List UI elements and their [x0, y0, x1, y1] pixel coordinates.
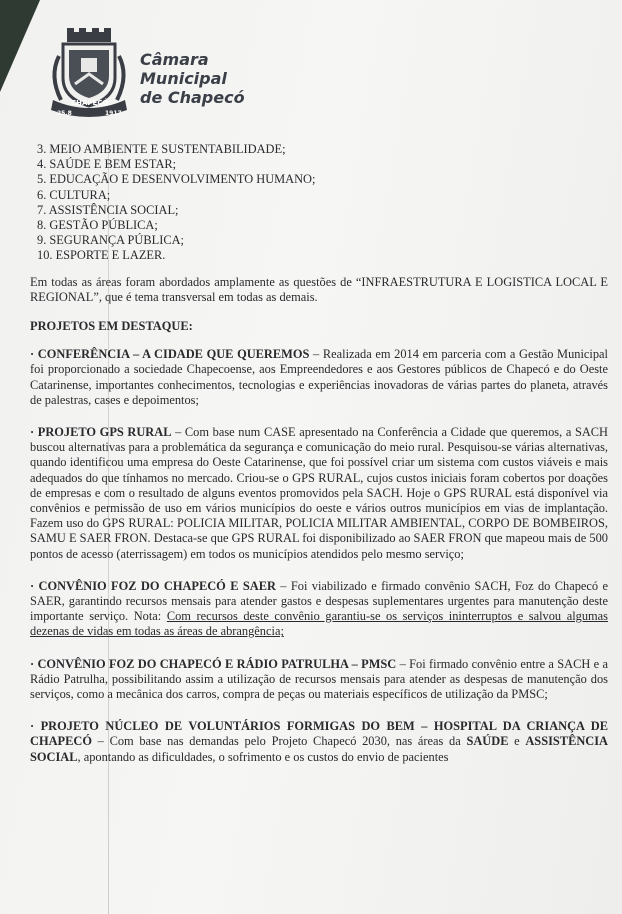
list-item: 9. SEGURANÇA PÚBLICA; — [37, 233, 184, 248]
project-text: – Realizada em 2014 em parceria com a Gestão Municipal foi proporcionado a sociedade Chapecoense, aos Empreendedores e aos Gestores públicos de Chapecó e do Oeste Catarinense, importantes conhecimentos, tecnologias e experiências inovadoras de várias partes do planeta, através de palestras, cases e depoimentos; — [30, 347, 608, 407]
project-bold-term: ASSISTÊNCIA SOCIAL — [30, 734, 608, 764]
logo-year-right: 1917 — [105, 110, 122, 117]
list-item: 3. MEIO AMBIENTE E SUSTENTABILIDADE; — [37, 142, 286, 156]
list-item: 5. EDUCAÇÃO E DESENVOLVIMENTO HUMANO; — [37, 172, 316, 187]
project-underlined-note: Com recursos deste convênio garantiu-se os serviços ininterruptos e salvou algumas dezenas de vidas em todas as áreas de abrangência; — [30, 609, 608, 639]
project-title: · CONFERÊNCIA – A CIDADE QUE QUEREMOS — [30, 347, 310, 362]
document-body — [30, 142, 608, 782]
project-text: e — [508, 734, 526, 749]
dark-corner — [0, 0, 40, 92]
areas-list — [37, 142, 608, 264]
project-text: – Foi firmado convênio entre a SACH e a Rádio Patrulha, possibilitando assim a utilização de recursos mensais para atender as despesas de manutenção dos serviços, como a mecânica dos carros, compra de peças ou materiais específicos de utilização da PMSC; — [30, 656, 609, 701]
project-text: – Foi viabilizado e firmado convênio SACH, Foz do Chapecó e SAER, garantindo recursos mensais para atender gastos e despesas suplementares urgentes para manutenção deste importante serviço. Nota: — [30, 578, 608, 624]
list-item: 10. ESPORTE E LAZER. — [37, 248, 166, 263]
list-item: 4. SAÚDE E BEM ESTAR; — [37, 157, 177, 172]
project-formigas-do-bem — [30, 719, 608, 765]
brand-name — [140, 50, 245, 107]
project-text: , apontando as dificuldades, o sofrimento e os custos do envio de pacientes — [77, 749, 449, 764]
chapeco-coat-of-arms-logo — [45, 26, 133, 122]
project-convenio-radio-patrulha — [30, 657, 608, 703]
project-bold-term: SAÚDE — [466, 734, 509, 749]
project-text: – Com base num CASE apresentado na Conferência a Cidade que queremos, a SACH buscou alternativas para a problemática da segurança e comunicação do meio rural. Pesquisou-se várias alternativas, quando identificou uma empresa do Oeste Catarinense, que foi possível criar um sistema com custos viáveis e mais adequados do que tínhamos no mercado. Criou-se o GPS RURAL, cujos custos iniciais foram cobertos por doações de empresas e com o resultado de alguns eventos promovidos pela SACH. Hoje o GPS RURAL está disponível via convênios e permissão de uso em vários municípios do oeste e vários outros municípios em vias de implantação. Fazem uso do GPS RURAL: POLICIA MILITAR, POLICIA MILITAR AMBIENTAL, CORPO DE BOMBEIROS, SAMU E SAER FRON. Destaca-se que GPS RURAL foi disponibilizado ao SAER FRON que mapeou mais de 500 pontos de acesso (aterrissagem) em todos os municípios atendidos pelo mesmo serviço; — [30, 424, 608, 561]
brand-line-1: Câmara — [140, 50, 209, 69]
project-title: · PROJETO GPS RURAL — [30, 424, 172, 439]
project-gps-rural — [30, 425, 608, 562]
project-title: · CONVÊNIO FOZ DO CHAPECÓ E SAER — [30, 578, 276, 593]
project-convenio-saer — [30, 579, 608, 640]
intro-paragraph: Em todas as áreas foram abordados amplamente as questões de “INFRAESTRUTURA E LOGISTICA LOCAL E REGIONAL”, que é tema transversal em todas as demais. — [30, 274, 608, 304]
project-conferencia — [30, 347, 608, 408]
list-item: 6. CULTURA; — [37, 187, 111, 202]
logo-ribbon-text: CHAPECÓ — [71, 99, 109, 107]
project-title: · CONVÊNIO FOZ DO CHAPECÓ E RÁDIO PATRULHA – PMSC — [30, 656, 397, 671]
logo-year-left: 25.8 — [57, 110, 72, 117]
brand-line-3: de Chapecó — [140, 88, 245, 107]
brand-line-2: Municipal — [140, 69, 227, 88]
project-text: – Com base nas demandas pelo Projeto Chapecó 2030, nas áreas da — [91, 734, 467, 749]
list-item: 8. GESTÃO PÚBLICA; — [37, 217, 158, 232]
projects-heading: PROJETOS EM DESTAQUE: — [30, 318, 193, 333]
project-title: · PROJETO NÚCLEO DE VOLUNTÁRIOS FORMIGAS DO BEM – HOSPITAL DA CRIANÇA DE CHAPECÓ — [30, 719, 608, 749]
list-item: 7. ASSISTÊNCIA SOCIAL; — [37, 202, 179, 217]
